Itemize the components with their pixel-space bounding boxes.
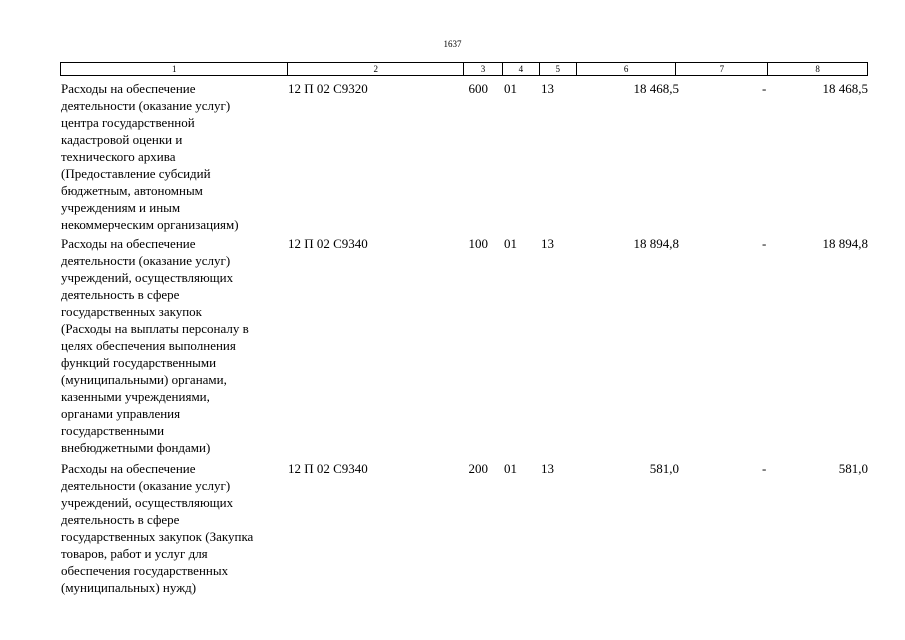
row-col7: - — [762, 81, 767, 96]
row-target-code: 12 П 02 С9320 — [288, 81, 368, 96]
row-total: 18 468,5 — [822, 81, 868, 96]
row-description: Расходы на обеспечение деятельности (оказание услуг) центра государственной кадастровой оценки и технического архива (Предоставление субсидий бюджетным, автономным учреждениям и иным некоммерческим организациям) — [61, 81, 239, 232]
row-description: Расходы на обеспечение деятельности (оказание услуг) учреждений, осуществляющих деятельность в сфере государственных закупок (Закупка товаров, работ и услуг для обеспечения государственных (муниципальных) нужд) — [61, 461, 254, 595]
row-section: 01 — [504, 461, 517, 476]
row-expense-type: 600 — [468, 81, 488, 96]
column-header-2: 2 — [288, 63, 464, 75]
column-header-8: 8 — [815, 64, 820, 74]
row-target-code: 12 П 02 С9340 — [288, 236, 368, 251]
row-amount: 18 468,5 — [633, 81, 679, 96]
row-subsection: 13 — [541, 81, 554, 96]
row-total: 581,0 — [838, 461, 868, 476]
row-subsection: 13 — [541, 461, 554, 476]
row-amount: 18 894,8 — [633, 236, 679, 251]
row-amount: 581,0 — [649, 461, 679, 476]
row-expense-type: 200 — [468, 461, 488, 476]
row-total: 18 894,8 — [822, 236, 868, 251]
column-header-5: 5 — [540, 63, 577, 75]
table-header — [60, 62, 868, 76]
row-col7: - — [762, 461, 767, 476]
column-header-1: 1 — [61, 63, 288, 75]
row-expense-type: 100 — [468, 236, 488, 251]
row-col7: - — [762, 236, 767, 251]
page-number: 1637 — [443, 39, 462, 49]
row-section: 01 — [504, 81, 517, 96]
row-target-code: 12 П 02 С9340 — [288, 461, 368, 476]
row-section: 01 — [504, 236, 517, 251]
row-description: Расходы на обеспечение деятельности (оказание услуг) учреждений, осуществляющих деятельность в сфере государственных закупок (Расходы на выплаты персоналу в целях обеспечения выполнения функций государственными (муниципальными) органами, казенными учреждениями, органами управления государственными внебюджетными фондами) — [61, 236, 249, 455]
column-header-7: 7 — [676, 63, 768, 75]
column-header-3: 3 — [464, 63, 503, 75]
column-header-4: 4 — [503, 63, 540, 75]
row-subsection: 13 — [541, 236, 554, 251]
column-header-6: 6 — [577, 63, 677, 75]
